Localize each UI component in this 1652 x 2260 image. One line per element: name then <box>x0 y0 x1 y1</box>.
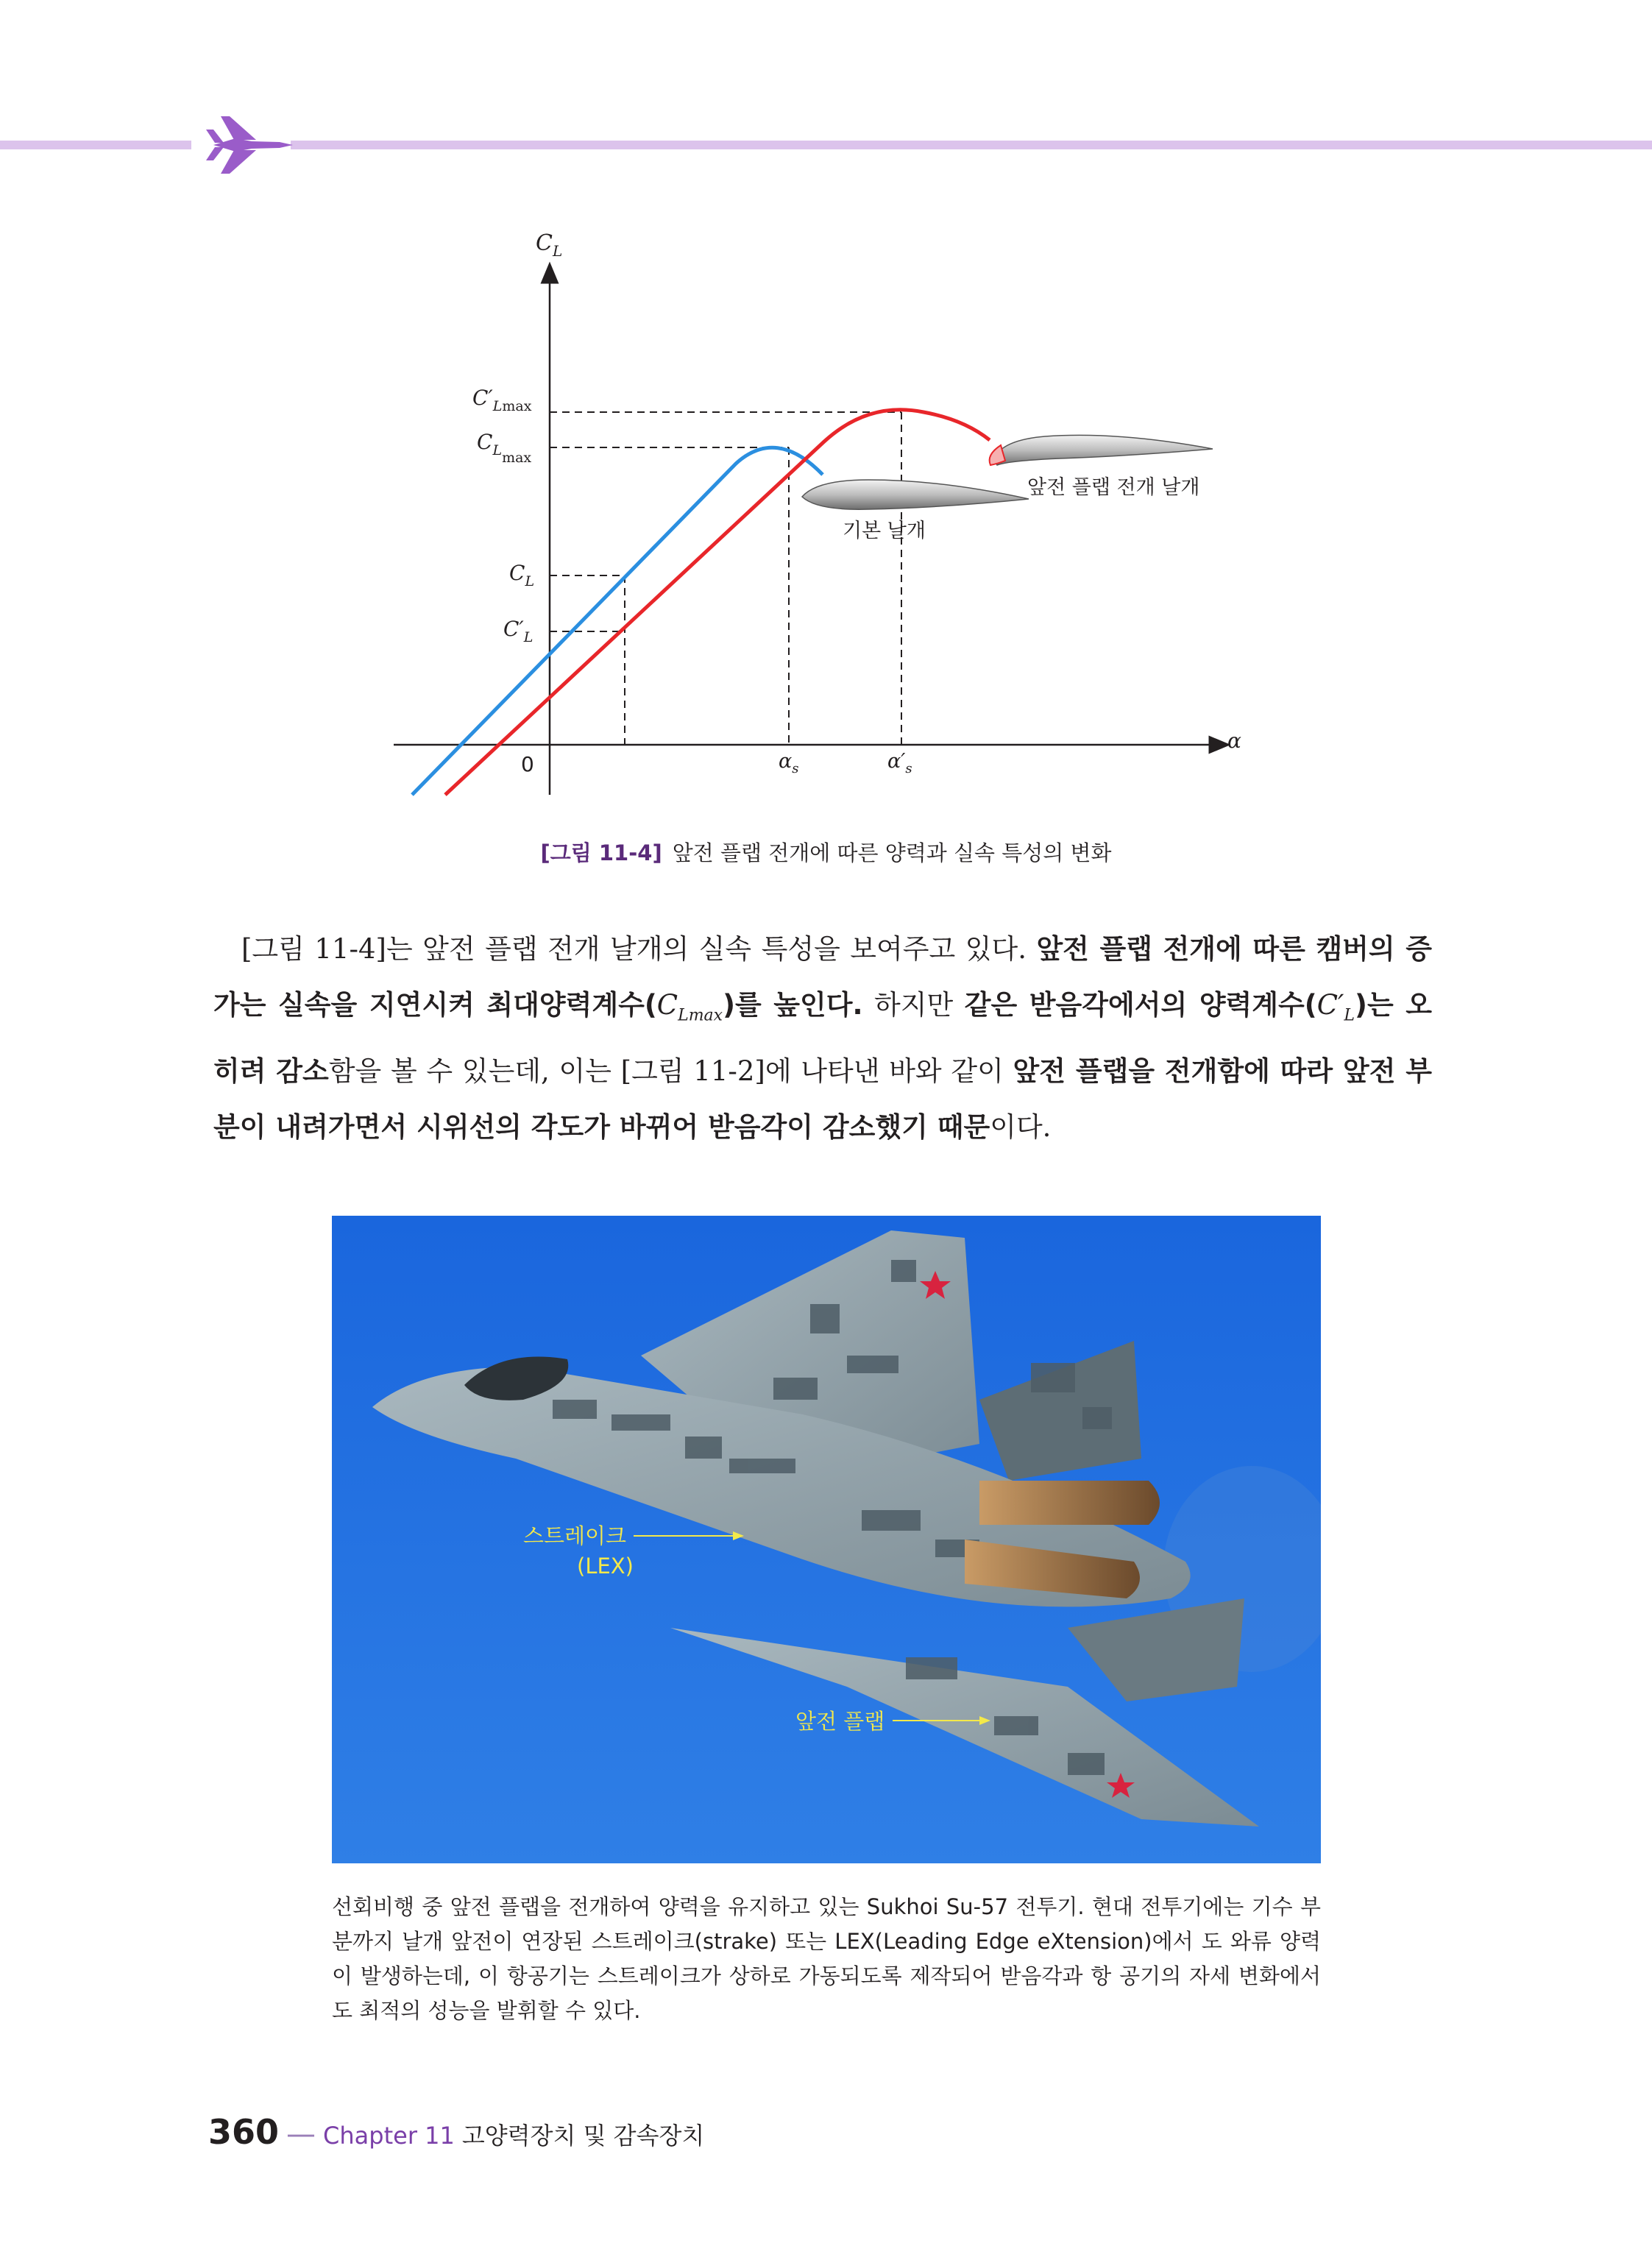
y-axis-label: $C_L$ <box>536 230 563 260</box>
body-bold-1-end: )를 높인다. <box>723 989 863 1021</box>
flap-wing-label: 앞전 플랩 전개 날개 <box>1027 476 1200 499</box>
label-clmax-prime: $C'_L\max$ <box>472 386 532 414</box>
body-text-3: 함을 볼 수 있는데, 이는 [그림 11-2]에 나타낸 바와 같이 <box>328 1055 1013 1088</box>
body-bold-2-end: )는 오히려 감소 <box>213 989 1432 1088</box>
body-bold-2: 같은 받음각에서의 양력계수( <box>964 989 1317 1021</box>
jet-icon <box>206 116 293 174</box>
figure-caption-text: 앞전 플랩 전개에 따른 양력과 실속 특성의 변화 <box>672 840 1112 865</box>
footer-dash: — <box>286 2117 316 2151</box>
page-footer <box>208 2112 704 2152</box>
page-number: 360 <box>208 2112 280 2152</box>
basic-airfoil <box>802 480 1029 509</box>
guide-lines <box>550 412 901 745</box>
origin-label: 0 <box>521 752 534 776</box>
engine-upper <box>979 1481 1160 1525</box>
label-strake: 스트레이크 <box>523 1523 627 1548</box>
flap-airfoil <box>993 435 1213 465</box>
x-axis-label: α <box>1227 729 1241 753</box>
chapter-title: 고양력장치 및 감속장치 <box>461 2122 705 2150</box>
body-text-4: 이다. <box>990 1111 1052 1144</box>
label-alpha-s: $\alpha_s$ <box>779 750 799 776</box>
chapter-label: Chapter 11 <box>323 2122 455 2150</box>
label-cl-prime: $C'_L$ <box>503 617 533 645</box>
body-paragraph <box>213 921 1432 1155</box>
label-cl: $C_L$ <box>509 561 535 589</box>
body-text-2: 하지만 <box>862 989 965 1021</box>
cl-max-symbol: $C_{Lmax}$ <box>656 989 723 1025</box>
figure-caption <box>0 837 1652 867</box>
label-flap: 앞전 플랩 <box>795 1709 885 1734</box>
flap-wing-curve <box>445 410 990 795</box>
label-alpha-s-prime: $\alpha'_s$ <box>887 750 912 776</box>
cl-prime-symbol: $C'_L$ <box>1316 989 1355 1025</box>
body-bold-1: 앞전 플랩 전개에 따른 캠버의 증가는 실속을 지연시켜 최대양력계수( <box>213 933 1432 1021</box>
su57-photo <box>332 1216 1321 1863</box>
label-lex: (LEX) <box>577 1554 634 1579</box>
header-rule <box>0 0 1652 191</box>
lift-curve-diagram <box>353 206 1302 824</box>
basic-wing-label: 기본 날개 <box>843 520 926 542</box>
photo-caption: 선회비행 중 앞전 플랩을 전개하여 양력을 유지하고 있는 Sukhoi Su-57 전투기. 현대 전투기에는 기수 부분까지 날개 앞전이 연장된 스트레이크(strake) 또는 LEX(Leading Edge eXtension)에서 도 와류 양력이 발생하는데, 이 항공기는 스트레이크가 상하로 가동되도록 제작되어 받음각과 항 공기의 자세 변화에서도 최적의 성능을 발휘할 수 있다. <box>332 1894 1321 2023</box>
body-text-1: [그림 11-4]는 앞전 플랩 전개 날개의 실속 특성을 보여주고 있다. <box>241 933 1037 965</box>
body-bold-3: 앞전 플랩을 전개함에 따라 앞전 부분이 내려가면서 시위선의 각도가 바뀌어 받음각이 감소했기 때문 <box>213 1055 1432 1144</box>
figure-caption-tag: [그림 11-4] <box>540 840 662 865</box>
label-clmax: $C_{Lmax}$ <box>477 430 532 466</box>
